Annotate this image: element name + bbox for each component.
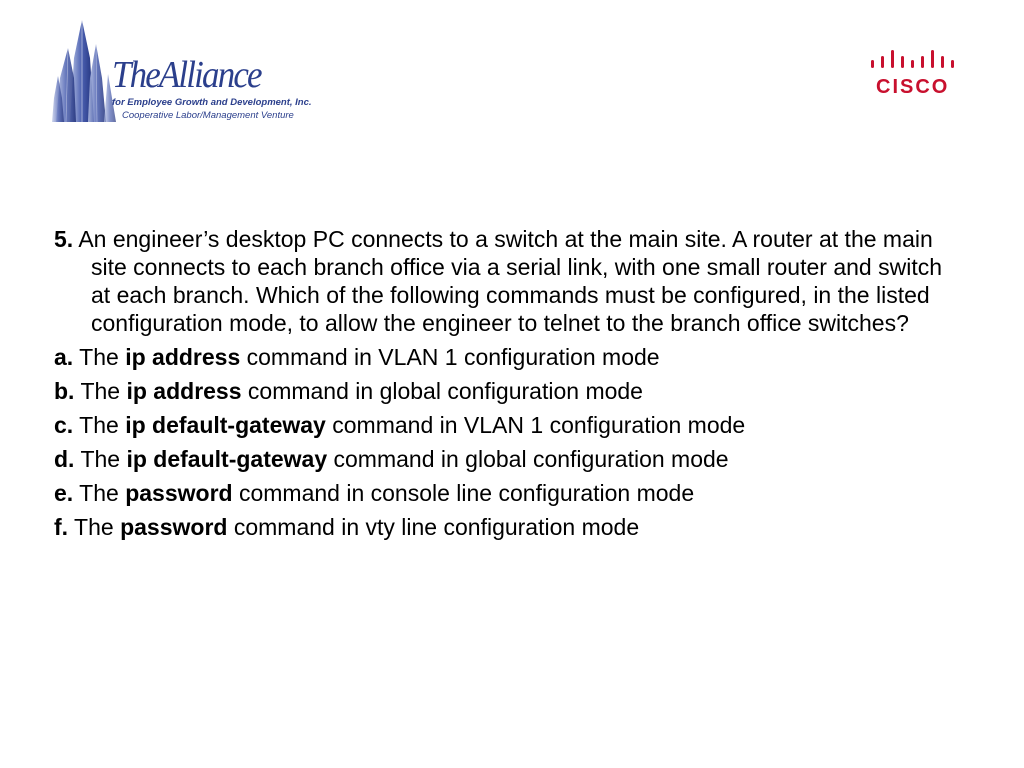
option-prefix: The [79,480,119,506]
option-prefix: The [74,514,114,540]
option-suffix: command in vty line configuration mode [233,514,640,540]
option-suffix: command in global configuration mode [333,446,729,472]
option-command: ip default-gateway [126,446,328,472]
alliance-logo [50,18,310,128]
option-suffix: command in VLAN 1 configuration mode [246,344,660,370]
option-letter: c. [54,412,74,438]
alliance-subline: Cooperative Labor/Management Venture [122,110,294,121]
option-letter: b. [54,378,75,404]
cisco-wordmark: CISCO [876,76,950,98]
option-command: password [120,514,228,540]
option-prefix: The [79,412,119,438]
option-command: ip address [125,344,241,370]
question-block [54,225,954,547]
option-prefix: The [79,344,119,370]
option-suffix: command in global configuration mode [247,378,643,404]
option-suffix: command in VLAN 1 configuration mode [332,412,746,438]
answer-option-c [54,411,954,439]
option-command: ip address [126,378,242,404]
answer-option-a [54,343,954,371]
option-command: ip default-gateway [125,412,326,438]
question-number: 5. [54,226,74,252]
answer-option-d [54,445,954,473]
cisco-logo [868,46,958,102]
option-suffix: command in console line configuration mode [238,480,695,506]
question-text: An engineer’s desktop PC connects to a switch at the main site. A router at the main site connects to each branch office via a serial link, with one small router and switch at each branch. Which of the following commands must be configured, in the listed configuration mode, to allow the engineer to telnet to the branch office switches? [78,226,942,336]
answer-option-b [54,377,954,405]
option-letter: d. [54,446,75,472]
option-prefix: The [80,378,121,404]
option-command: password [125,480,233,506]
option-prefix: The [80,446,121,472]
alliance-wordmark: TheAlliance [112,54,261,96]
answer-option-e [54,479,954,507]
answer-option-f [54,513,954,541]
option-letter: e. [54,480,74,506]
cisco-bridge-bars-icon [868,46,958,74]
option-letter: a. [54,344,74,370]
crystal-towers-icon [50,18,120,128]
question-stem [54,225,954,337]
alliance-tagline: for Employee Growth and Development, Inc. [112,97,312,108]
option-letter: f. [54,514,69,540]
